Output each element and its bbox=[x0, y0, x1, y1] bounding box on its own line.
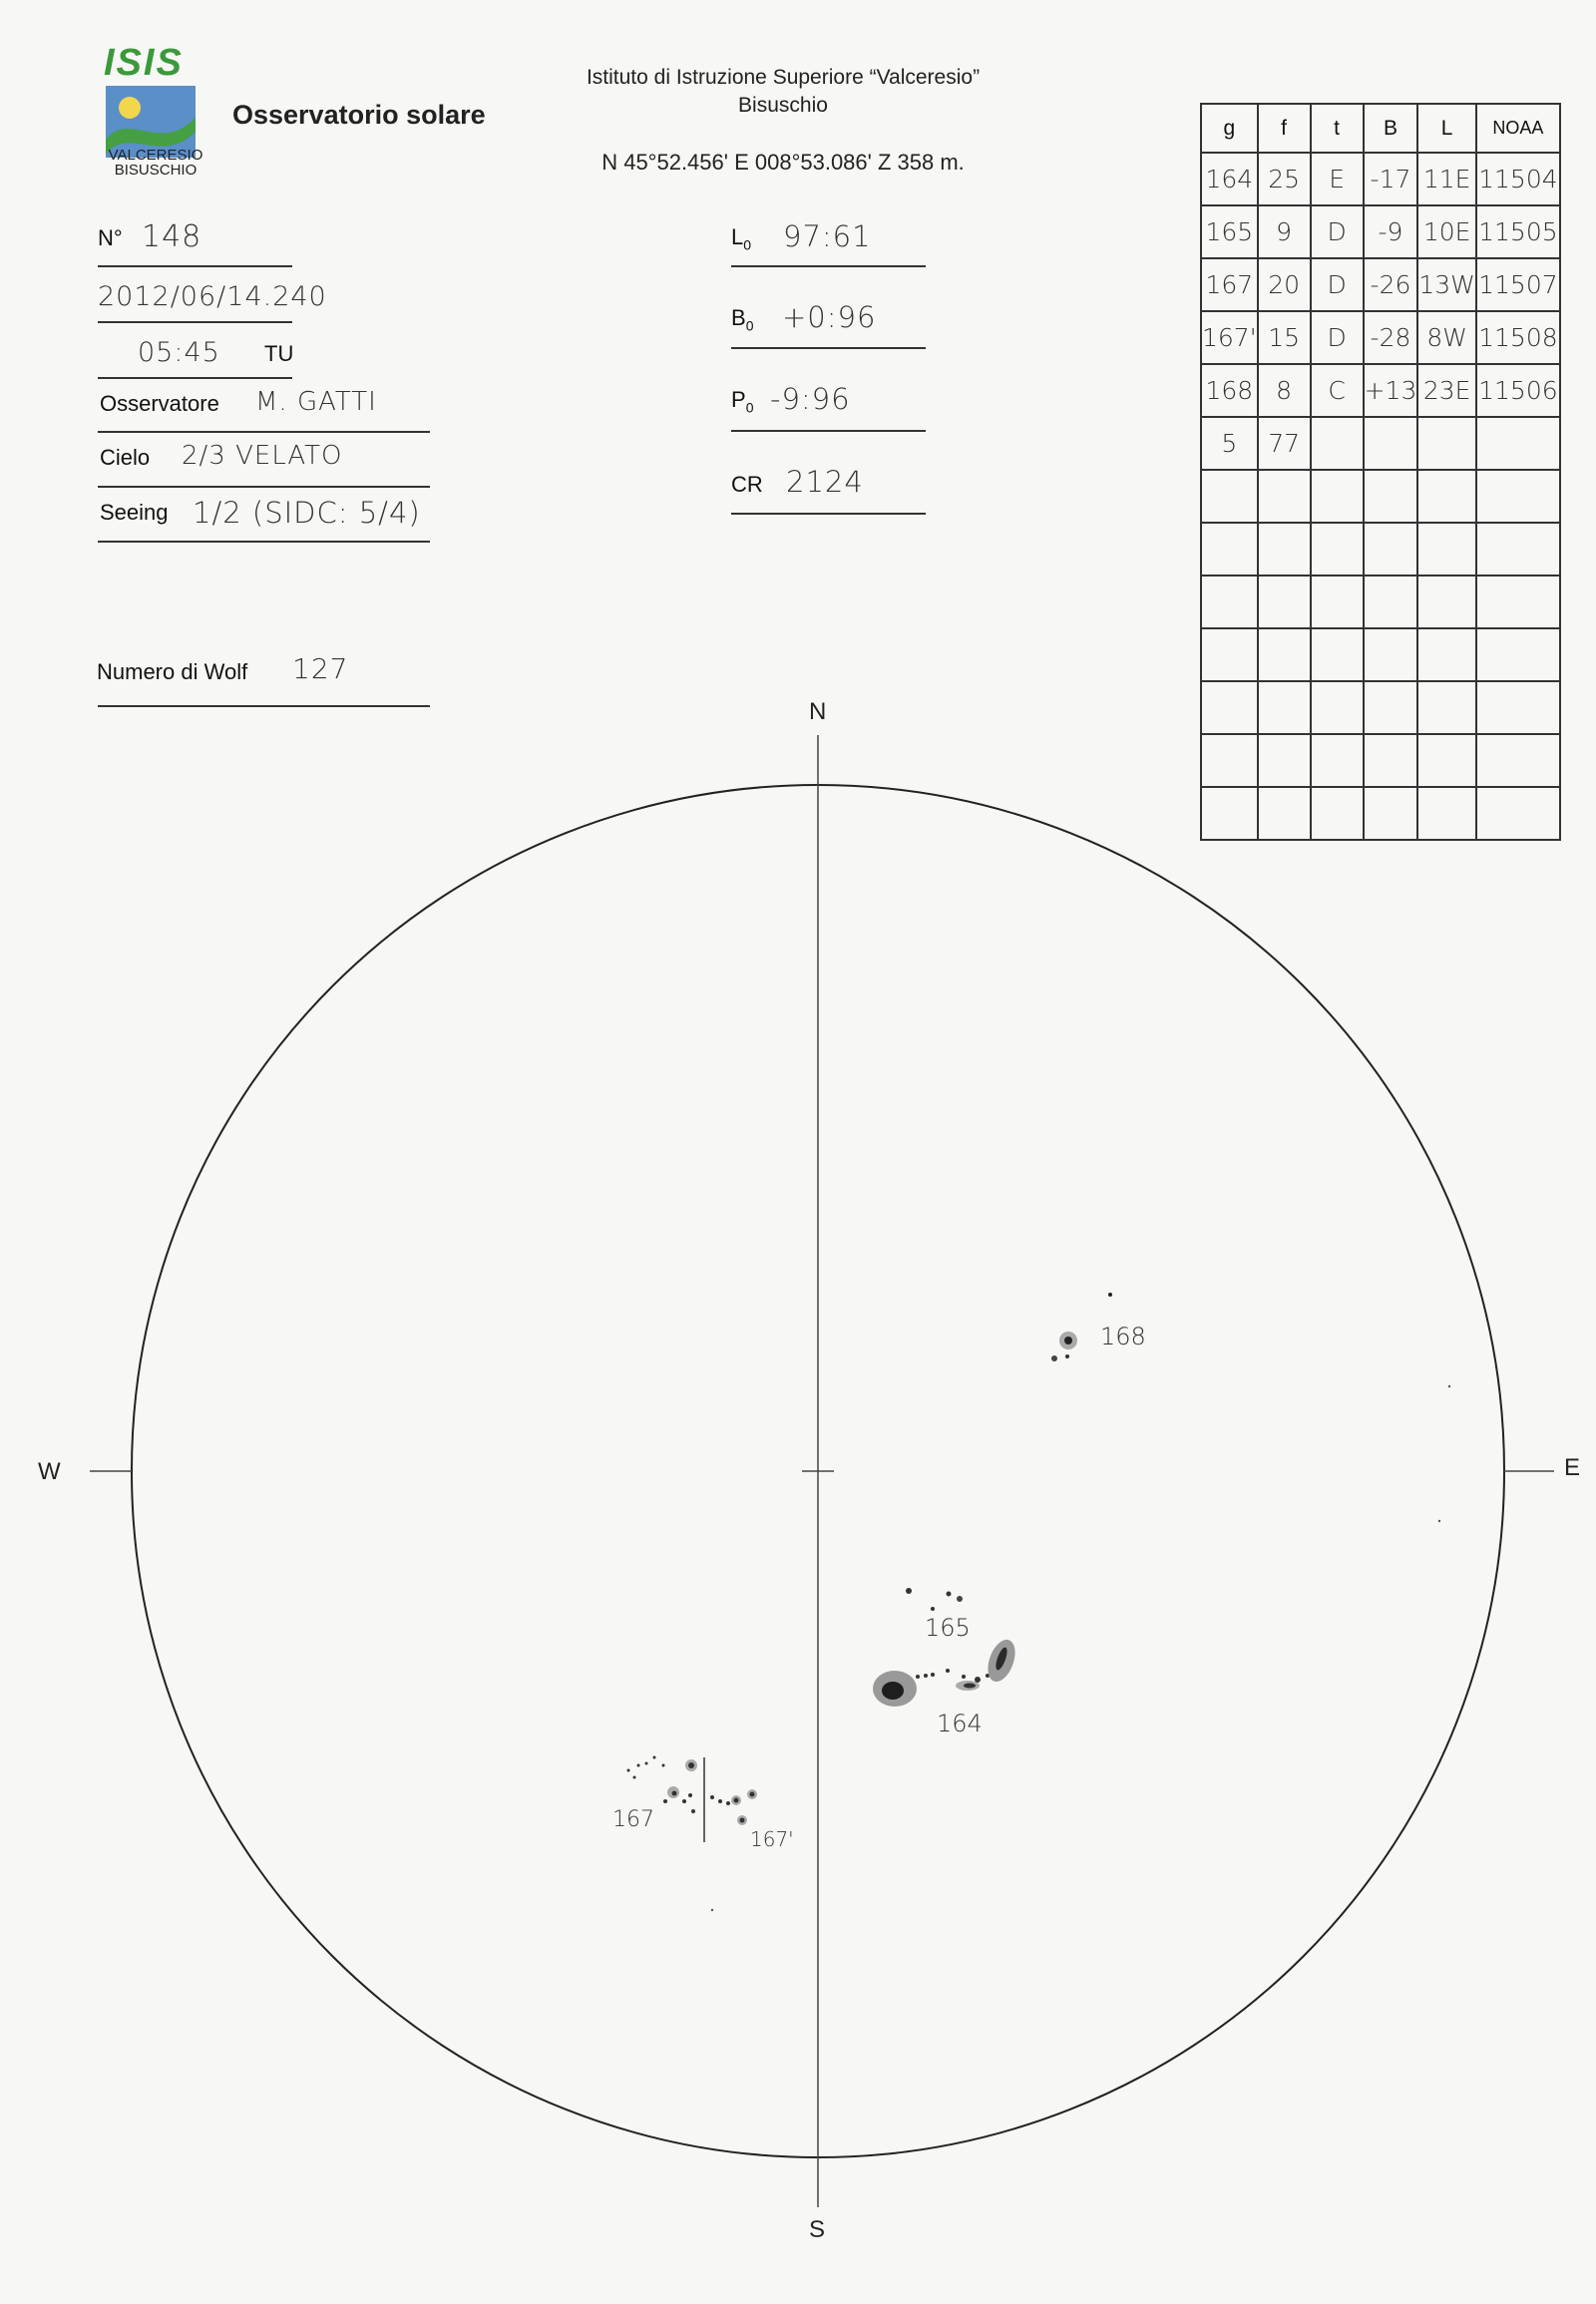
time-unit: TU bbox=[264, 341, 294, 366]
time-value: 05:45 bbox=[138, 337, 220, 368]
b0-value: +0:96 bbox=[782, 300, 877, 334]
table-cell: D bbox=[1311, 311, 1364, 364]
table-cell: 168 bbox=[1201, 364, 1258, 417]
table-cell: C bbox=[1311, 364, 1364, 417]
table-cell: D bbox=[1311, 258, 1364, 311]
table-cell: E bbox=[1311, 153, 1364, 205]
group-label-168: 168 bbox=[1100, 1323, 1146, 1350]
page-title: Osservatorio solare bbox=[232, 100, 486, 130]
sunspot-group-165 bbox=[906, 1588, 963, 1611]
table-cell: -17 bbox=[1364, 153, 1418, 205]
wolf-number-value: 127 bbox=[292, 652, 349, 685]
faint-mark bbox=[1448, 1385, 1450, 1387]
observatory-coordinates: N 45°52.456' E 008°53.086' Z 358 m. bbox=[601, 150, 965, 175]
table-cell: 165 bbox=[1201, 205, 1258, 258]
table-header-cell: B bbox=[1364, 104, 1418, 153]
p0-value: -9:96 bbox=[770, 382, 851, 416]
sunspot-group-164 bbox=[873, 1636, 1020, 1707]
cr-value: 2124 bbox=[786, 465, 864, 499]
table-cell: 20 bbox=[1258, 258, 1311, 311]
west-label: W bbox=[38, 1458, 61, 1485]
table-cell: 11E bbox=[1417, 153, 1476, 205]
table-header-cell: g bbox=[1201, 104, 1258, 153]
table-cell: 25 bbox=[1258, 153, 1311, 205]
table-cell: 167 bbox=[1201, 258, 1258, 311]
north-label: N bbox=[809, 698, 827, 725]
table-cell: 15 bbox=[1258, 311, 1311, 364]
south-label: S bbox=[809, 2216, 826, 2243]
east-label: E bbox=[1564, 1454, 1581, 1481]
group-label-167: 167 bbox=[612, 1807, 654, 1832]
table-cell: 13W bbox=[1417, 258, 1476, 311]
table-cell: 10E bbox=[1417, 205, 1476, 258]
table-cell: 23E bbox=[1417, 364, 1476, 417]
table-cell: -26 bbox=[1364, 258, 1418, 311]
table-header-cell: t bbox=[1311, 104, 1364, 153]
table-header-cell: f bbox=[1258, 104, 1311, 153]
table-cell: 77 bbox=[1258, 417, 1311, 470]
observer-label: Osservatore bbox=[100, 391, 219, 416]
table-header-cell: NOAA bbox=[1476, 104, 1560, 153]
table-cell: 11504 bbox=[1476, 153, 1560, 205]
number-label: N° bbox=[98, 225, 123, 250]
observer-value: M. GATTI bbox=[255, 387, 377, 417]
sky-value: 2/3 VELATO bbox=[182, 441, 343, 471]
table-cell: 11508 bbox=[1476, 311, 1560, 364]
b0-label: $B_0$ bbox=[731, 305, 754, 334]
table-cell: 9 bbox=[1258, 205, 1311, 258]
wolf-number-label: Numero di Wolf bbox=[97, 659, 248, 684]
p0-label: $P_0$ bbox=[731, 387, 754, 416]
table-cell: 11507 bbox=[1476, 258, 1560, 311]
cr-label: CR bbox=[731, 472, 763, 497]
table-cell: 11506 bbox=[1476, 364, 1560, 417]
l0-label: $L_0$ bbox=[731, 224, 752, 253]
l0-value: 97:61 bbox=[783, 219, 872, 253]
institute-location: Bisuschio bbox=[738, 94, 828, 117]
date-value: 2012/06/14.240 bbox=[98, 281, 327, 312]
table-cell: 11505 bbox=[1476, 205, 1560, 258]
sunspot-group-167-prime bbox=[710, 1789, 757, 1825]
table-cell: 167' bbox=[1201, 311, 1258, 364]
group-label-164: 164 bbox=[937, 1710, 983, 1737]
table-cell: 5 bbox=[1201, 417, 1258, 470]
table-cell: +13 bbox=[1364, 364, 1418, 417]
table-cell: D bbox=[1311, 205, 1364, 258]
table-cell: 8W bbox=[1417, 311, 1476, 364]
table-cell: -9 bbox=[1364, 205, 1418, 258]
seeing-label: Seeing bbox=[100, 500, 169, 525]
table-header-cell: L bbox=[1417, 104, 1476, 153]
group-label-165: 165 bbox=[925, 1614, 971, 1642]
table-cell: -28 bbox=[1364, 311, 1418, 364]
logo-subtitle-line2: BISUSCHIO bbox=[114, 162, 198, 179]
sky-label: Cielo bbox=[100, 445, 151, 470]
table-cell: 164 bbox=[1201, 153, 1258, 205]
logo-text: ISIS bbox=[104, 42, 184, 84]
faint-mark bbox=[711, 1909, 713, 1911]
table-cell: 8 bbox=[1258, 364, 1311, 417]
group-label-167-prime: 167' bbox=[750, 1827, 794, 1851]
seeing-value: 1/2 (SIDC: 5/4) bbox=[193, 496, 421, 530]
logo-subtitle-line1: VALCERESIO bbox=[108, 147, 203, 164]
institute-name: Istituto di Istruzione Superiore “Valceresio” bbox=[586, 66, 981, 89]
number-value: 148 bbox=[142, 219, 202, 254]
faint-mark bbox=[1438, 1520, 1440, 1522]
